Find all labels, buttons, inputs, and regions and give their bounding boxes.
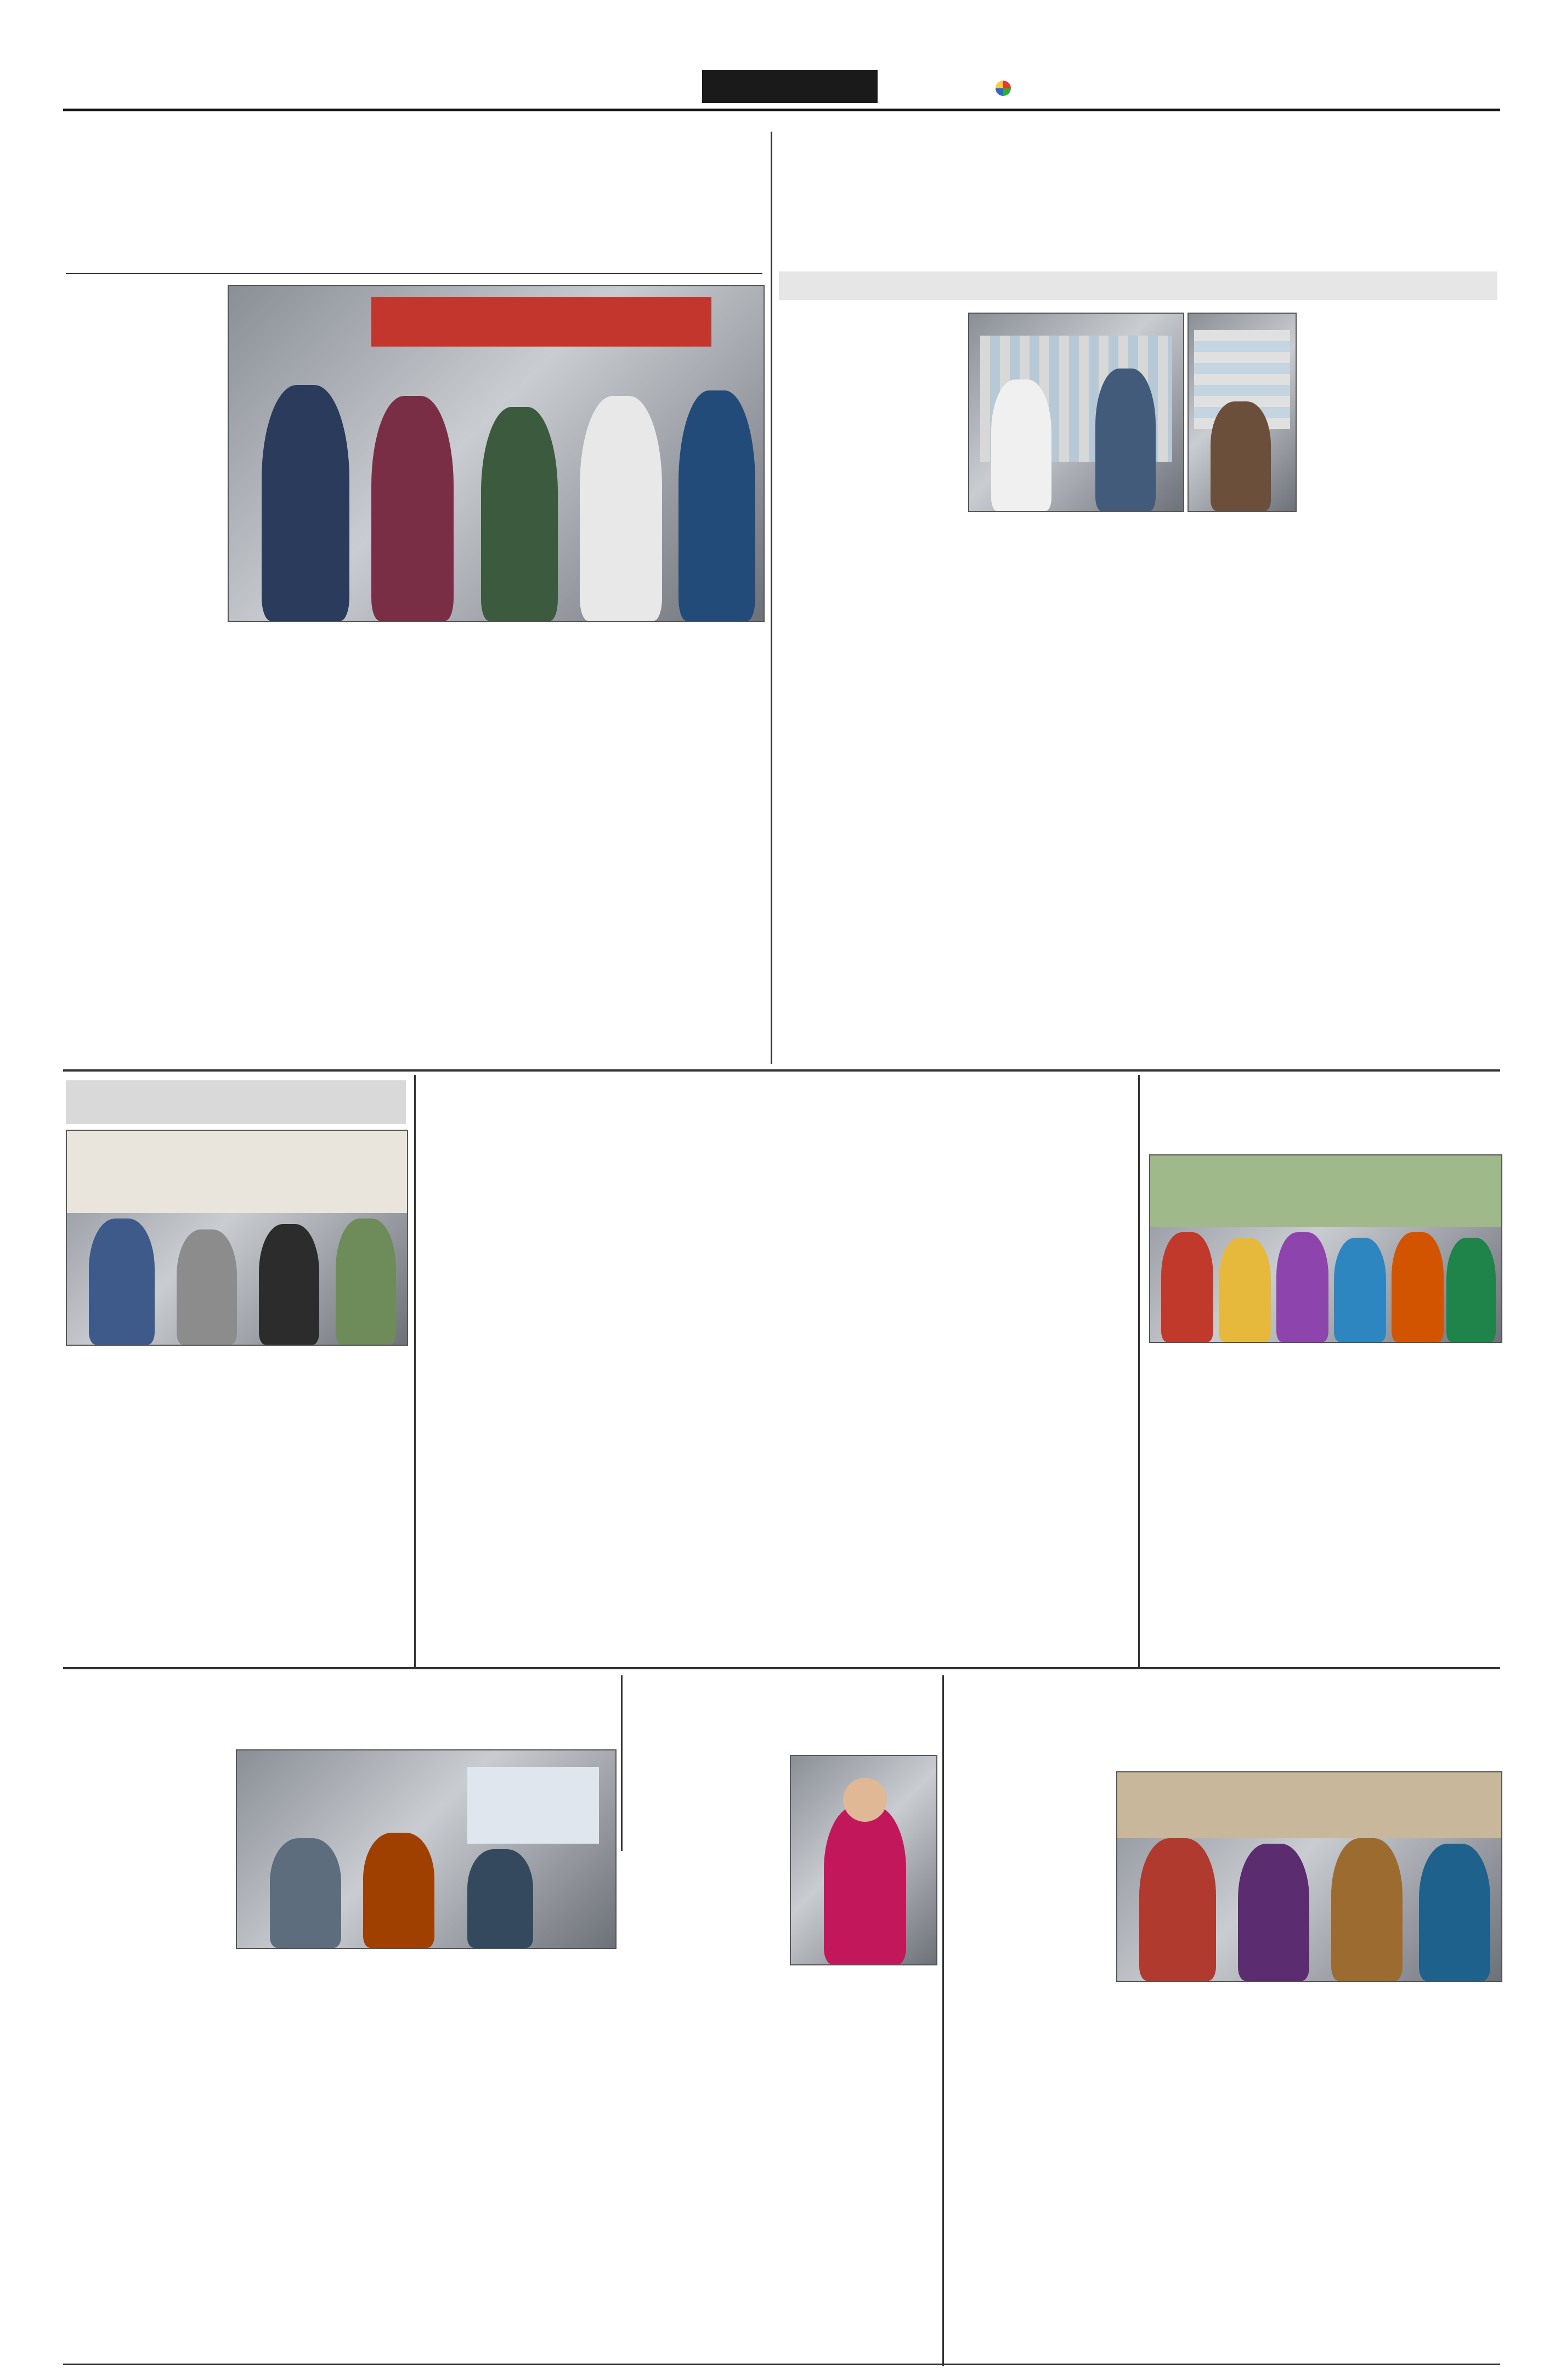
story1-col4 [499, 631, 631, 1053]
section-divider [63, 1667, 1500, 1669]
story2-col2 [968, 518, 1127, 1053]
story3-headline[interactable] [66, 1080, 406, 1124]
globe-icon [996, 81, 1011, 96]
story2-col1 [779, 351, 960, 1053]
story4-col3 [782, 1195, 952, 1656]
section-divider [63, 2364, 1500, 2365]
divider [66, 273, 762, 274]
region-label [702, 70, 878, 103]
story1-col3 [365, 631, 491, 1053]
column-divider [771, 132, 772, 1064]
story6-col2 [236, 1955, 420, 2355]
story4-col1 [425, 1234, 595, 1656]
story2-col4 [1303, 313, 1497, 1053]
story4-col4 [960, 1195, 1130, 1656]
column-divider [414, 1075, 416, 1667]
story4-col2 [603, 1195, 773, 1656]
story7-col2 [790, 1971, 935, 2355]
section-divider [63, 1069, 1500, 1072]
story5-photo [1149, 1154, 1502, 1343]
photo-banner [371, 297, 711, 347]
story6-photo [236, 1749, 617, 1949]
story1-col2 [228, 631, 357, 1053]
story2-photo-left [968, 313, 1184, 512]
story7-col1 [628, 1804, 782, 2355]
story8-photo [1116, 1771, 1502, 1982]
story2-photo-right [1188, 313, 1297, 512]
story7-photo [790, 1755, 937, 1965]
story6-col1 [63, 1810, 228, 2380]
story8-col1 [949, 1788, 1108, 2355]
story6-col3 [428, 1955, 614, 2355]
column-divider [942, 1675, 944, 2366]
story8-col2 [1116, 1988, 1300, 2355]
story3-caption [66, 1349, 406, 1656]
story1-photo [228, 285, 765, 622]
story8-col3 [1308, 1988, 1500, 2355]
story1-col1 [63, 307, 219, 1053]
column-divider [621, 1675, 623, 1851]
story2-subhead [779, 271, 1497, 300]
story3-photo [66, 1130, 408, 1346]
story5-caption [1149, 1346, 1500, 1656]
story2-col3 [1135, 518, 1294, 1053]
column-divider [1138, 1075, 1140, 1667]
